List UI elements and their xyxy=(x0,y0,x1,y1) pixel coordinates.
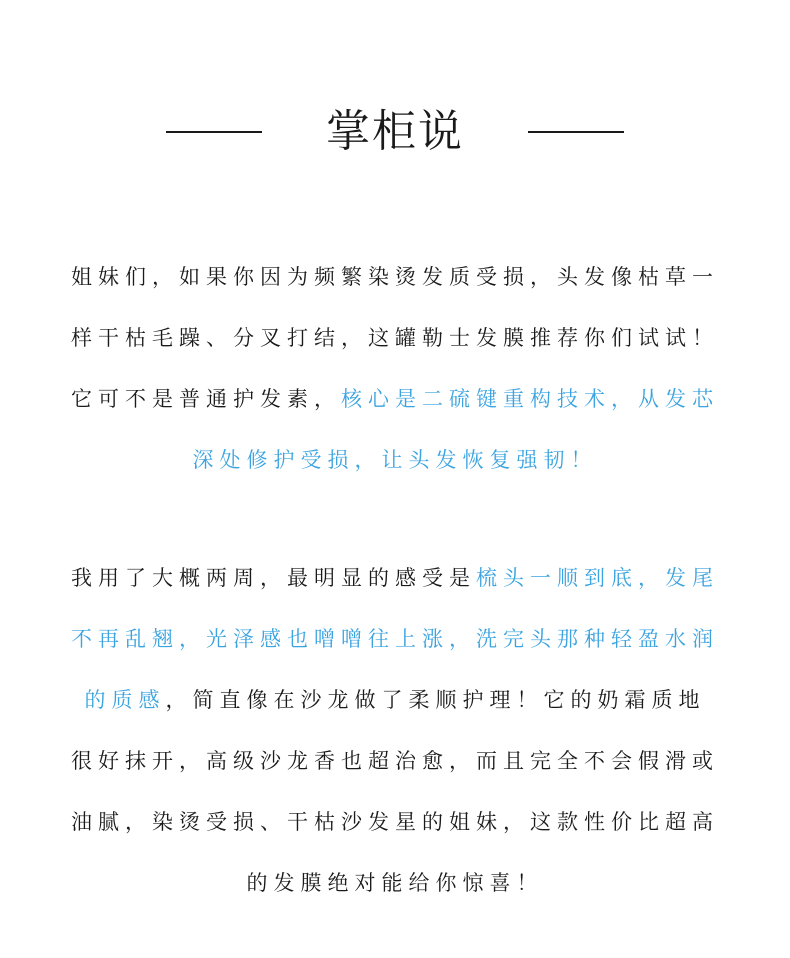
text-segment: 的发膜绝对能给你惊喜！ xyxy=(246,871,544,895)
text-segment: 油腻，染烫受损、干枯沙发星的姐妹，这款性价比超高 xyxy=(71,810,719,834)
text-line xyxy=(0,670,790,731)
highlighted-text-segment: 梳头一顺到底，发尾 xyxy=(476,566,719,590)
text-segment: 它可不是普通护发素， xyxy=(71,387,341,411)
left-divider xyxy=(166,131,262,133)
paragraph xyxy=(0,548,790,914)
text-line xyxy=(0,853,790,914)
text-line xyxy=(0,792,790,853)
text-line xyxy=(0,731,790,792)
paragraph xyxy=(0,247,790,491)
text-segment: ，简直像在沙龙做了柔顺护理！它的奶霜质地 xyxy=(165,688,706,712)
highlighted-text-segment: 核心是二硫键重构技术，从发芯 xyxy=(341,387,719,411)
section-header xyxy=(0,102,790,162)
text-line xyxy=(0,548,790,609)
text-line xyxy=(0,308,790,369)
highlighted-text-segment: 的质感 xyxy=(84,688,166,712)
highlighted-text-segment: 不再乱翘，光泽感也噌噌往上涨，洗完头那种轻盈水润 xyxy=(71,627,719,651)
text-segment: 样干枯毛躁、分叉打结，这罐勒士发膜推荐你们试试！ xyxy=(71,326,719,350)
text-segment: 很好抹开，高级沙龙香也超治愈，而且完全不会假滑或 xyxy=(71,749,719,773)
text-line xyxy=(0,430,790,491)
text-line xyxy=(0,369,790,430)
text-line xyxy=(0,609,790,670)
highlighted-text-segment: 深处修护受损，让头发恢复强韧！ xyxy=(192,448,598,472)
right-divider xyxy=(528,131,624,133)
text-segment: 我用了大概两周，最明显的感受是 xyxy=(71,566,476,590)
text-segment: 姐妹们，如果你因为频繁染烫发质受损，头发像枯草一 xyxy=(71,265,719,289)
page-title: 掌柜说 xyxy=(326,106,464,157)
text-line xyxy=(0,247,790,308)
